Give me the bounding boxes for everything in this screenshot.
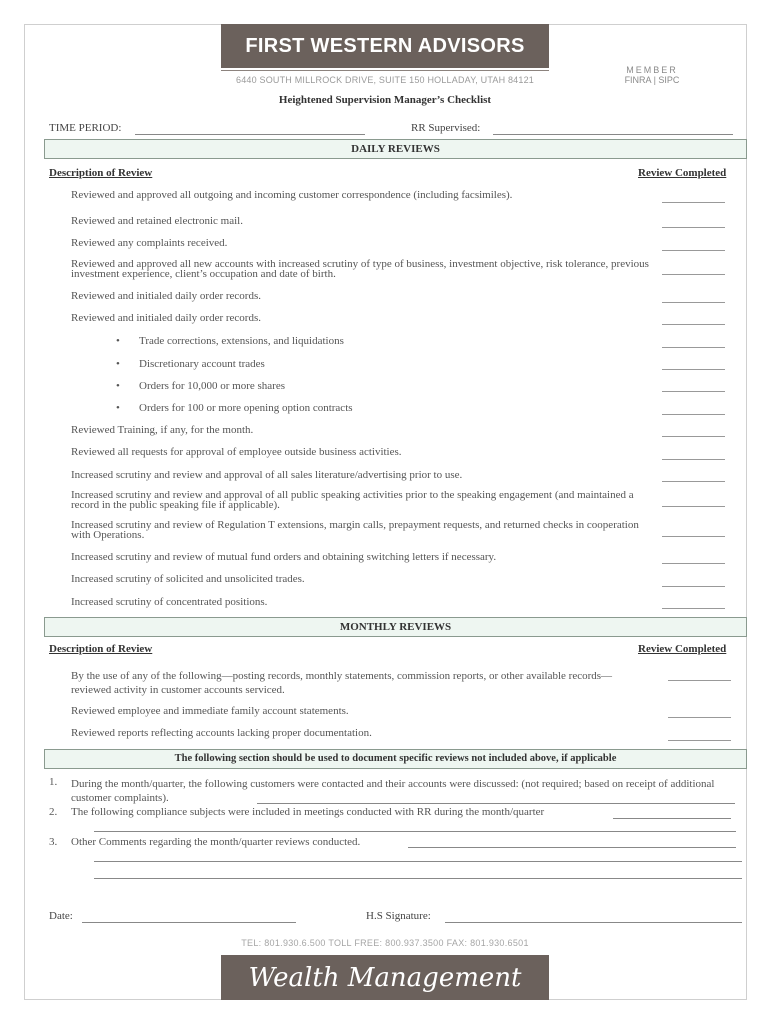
bullet-icon: • xyxy=(116,358,120,370)
daily-subitem: Trade corrections, extensions, and liquidations xyxy=(139,335,344,347)
contact-info: TEL: 801.930.6.500 TOLL FREE: 800.937.3500 FAX: 801.930.6501 xyxy=(241,938,529,948)
daily-item: Increased scrutiny and review and approval of all public speaking activities prior to the speaking engagement (and maintained a record in the public speaking file if applicable). xyxy=(71,489,634,511)
item-number: 2. xyxy=(49,806,58,818)
wealth-management-logo: Wealth Management xyxy=(221,955,549,1000)
daily-item: Increased scrutiny and review of mutual fund orders and obtaining switching letters if necessary. xyxy=(71,551,497,563)
daily-item: Reviewed and initialed daily order records. xyxy=(71,290,261,302)
firm-logo: FIRST WESTERN ADVISORS xyxy=(221,24,549,68)
other-comments-line3[interactable] xyxy=(94,878,742,879)
daily-item: Reviewed any complaints received. xyxy=(71,237,228,249)
bullet-icon: • xyxy=(116,380,120,392)
daily-check-field[interactable] xyxy=(662,506,725,507)
daily-col-description: Description of Review xyxy=(49,167,153,179)
daily-check-field[interactable] xyxy=(662,481,725,482)
daily-check-field[interactable] xyxy=(662,274,725,275)
monthly-item: Reviewed reports reflecting accounts lacking proper documentation. xyxy=(71,727,372,739)
page-title: Heightened Supervision Manager’s Checklist xyxy=(278,94,492,106)
daily-subitem: Orders for 10,000 or more shares xyxy=(139,380,286,392)
daily-check-field[interactable] xyxy=(662,586,725,587)
compliance-subjects-field[interactable] xyxy=(613,818,731,819)
daily-item: Reviewed and approved all outgoing and incoming customer correspondence (including facsimiles). xyxy=(71,189,513,201)
customers-field[interactable] xyxy=(257,803,735,804)
daily-item: Increased scrutiny and review of Regulation T extensions, margin calls, prepayment requests, and returned checks in cooperation with Operations. xyxy=(71,519,639,541)
compliance-subjects-field-line2[interactable] xyxy=(94,831,736,832)
hs-signature-field[interactable] xyxy=(445,922,742,923)
time-period-label: TIME PERIOD: xyxy=(49,122,122,134)
daily-item: Reviewed all requests for approval of employee outside business activities. xyxy=(71,446,402,458)
item-number: 3. xyxy=(49,836,58,848)
other-comments-line2[interactable] xyxy=(94,861,742,862)
monthly-item: By the use of any of the following—posting records, monthly statements, commission reports, or other available records—reviewed activity in customer accounts serviced. xyxy=(71,670,613,696)
monthly-check-field[interactable] xyxy=(668,740,731,741)
daily-item: Increased scrutiny and review and approval of all sales literature/advertising prior to use. xyxy=(71,469,463,481)
specific-item-text: During the month/quarter, the following customers were contacted and their accounts were discussed: (not required; based on receipt of additional customer complaints). xyxy=(71,778,715,804)
date-field[interactable] xyxy=(82,922,296,923)
time-period-field[interactable] xyxy=(135,134,365,135)
firm-address: 6440 SOUTH MILLROCK DRIVE, SUITE 150 HOLLADAY, UTAH 84121 xyxy=(235,75,534,85)
daily-check-field[interactable] xyxy=(662,436,725,437)
bullet-icon: • xyxy=(116,402,120,414)
rr-supervised-label: RR Supervised: xyxy=(411,122,481,134)
specific-item-text: Other Comments regarding the month/quarter reviews conducted. xyxy=(71,836,361,848)
daily-check-field[interactable] xyxy=(662,369,725,370)
daily-check-field[interactable] xyxy=(662,608,725,609)
item-number: 1. xyxy=(49,776,58,788)
daily-item: Reviewed and retained electronic mail. xyxy=(71,215,243,227)
logo-divider xyxy=(221,70,549,71)
daily-check-field[interactable] xyxy=(662,459,725,460)
specific-reviews-header: The following section should be used to document specific reviews not included above, if applicable xyxy=(44,749,747,769)
monthly-item: Reviewed employee and immediate family account statements. xyxy=(71,705,349,717)
finra-sipc-label: FINRA | SIPC xyxy=(624,75,680,85)
daily-item: Increased scrutiny of concentrated positions. xyxy=(71,596,268,608)
date-label: Date: xyxy=(49,910,73,922)
member-label: MEMBER xyxy=(626,65,678,75)
monthly-col-description: Description of Review xyxy=(49,643,153,655)
other-comments-field[interactable] xyxy=(408,847,736,848)
daily-item: Increased scrutiny of solicited and unsolicited trades. xyxy=(71,573,305,585)
daily-check-field[interactable] xyxy=(662,391,725,392)
monthly-check-field[interactable] xyxy=(668,717,731,718)
monthly-col-completed: Review Completed xyxy=(638,643,727,655)
daily-check-field[interactable] xyxy=(662,536,725,537)
daily-reviews-header: DAILY REVIEWS xyxy=(44,139,747,159)
daily-check-field[interactable] xyxy=(662,202,725,203)
monthly-reviews-header: MONTHLY REVIEWS xyxy=(44,617,747,637)
daily-check-field[interactable] xyxy=(662,324,725,325)
daily-check-field[interactable] xyxy=(662,347,725,348)
monthly-check-field[interactable] xyxy=(668,680,731,681)
daily-check-field[interactable] xyxy=(662,227,725,228)
daily-check-field[interactable] xyxy=(662,414,725,415)
daily-check-field[interactable] xyxy=(662,563,725,564)
daily-item: Reviewed and approved all new accounts with increased scrutiny of type of business, investment objective, risk tolerance, previous investment experience, client’s occupation and date of birth. xyxy=(71,258,649,280)
rr-supervised-field[interactable] xyxy=(493,134,733,135)
specific-item-text: The following compliance subjects were included in meetings conducted with RR during the month/quarter xyxy=(71,806,545,818)
daily-item: Reviewed and initialed daily order records. xyxy=(71,312,261,324)
daily-col-completed: Review Completed xyxy=(638,167,727,179)
bullet-icon: • xyxy=(116,335,120,347)
daily-item: Reviewed Training, if any, for the month. xyxy=(71,424,254,436)
daily-subitem: Orders for 100 or more opening option contracts xyxy=(139,402,353,414)
daily-check-field[interactable] xyxy=(662,302,725,303)
hs-signature-label: H.S Signature: xyxy=(366,910,431,922)
daily-subitem: Discretionary account trades xyxy=(139,358,265,370)
daily-check-field[interactable] xyxy=(662,250,725,251)
